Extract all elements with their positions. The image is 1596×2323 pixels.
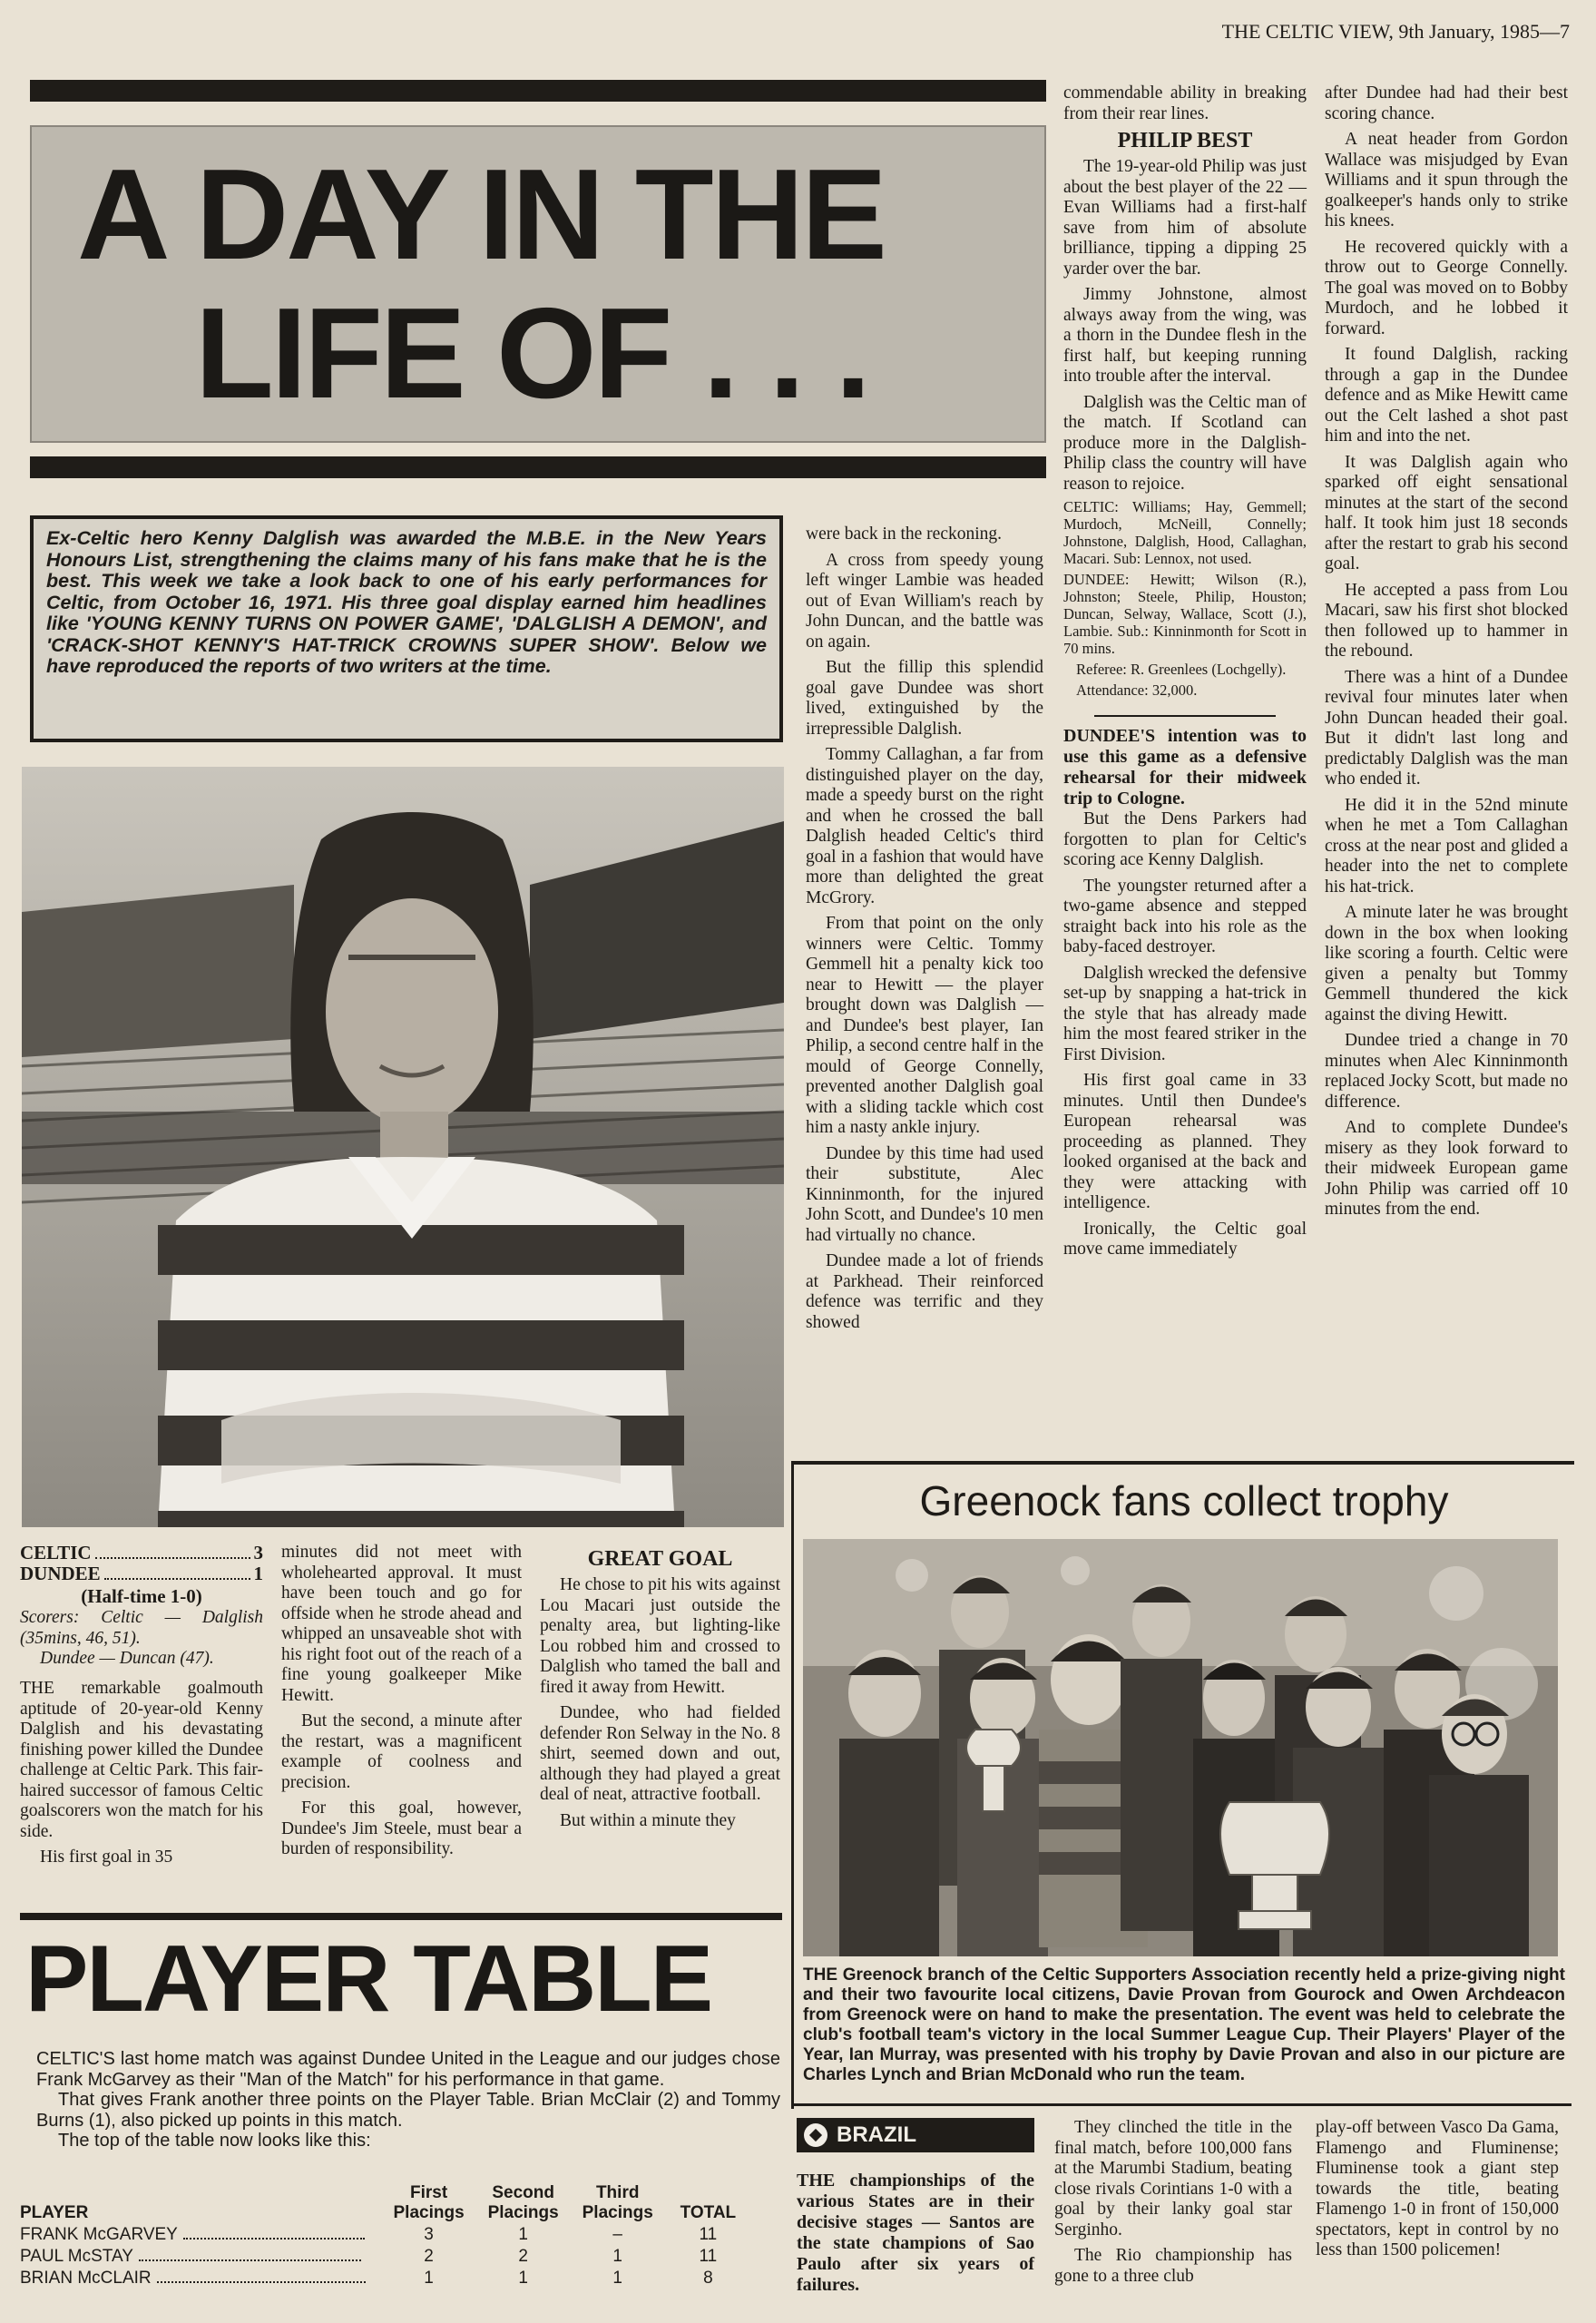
report2-col6-para: Dundee tried a change in 70 minutes when Alec Kinninmonth replaced Jocky Scott, but made no difference. (1325, 1031, 1568, 1112)
headline-bottom-rule (30, 456, 1046, 478)
score-halftime: (Half-time 1-0) (81, 1585, 202, 1607)
report1-col5-para: The 19-year-old Philip was just about the best player of the 22 — Evan Williams had a first-half save from him of absolute brilliance, tipping a dipping 25 yarder over the bar. (1063, 157, 1307, 279)
report2-col6-para: There was a hint of a Dundee revival four minutes later when John Duncan headed their goal. But it didn't last long and predictably Dalglish was the man who ended it. (1325, 667, 1568, 789)
report1-col1-para: THE remarkable goalmouth aptitude of 20-year-old Kenny Dalglish and his devastating finishing power killed the Dundee challenge at Celtic Park. This fair-haired successor of famous Celtic goalscorers won the match for his side. (20, 1679, 263, 1841)
row-player: BRIAN McCLAIR (16, 2268, 382, 2289)
brazil-col3-para: play-off between Vasco Da Gama, Flamengo and Fluminense; Fluminense took a giant step towards the title, beating Flamengo 1-0 in front of 150,000 spectators, kept in control by no less than 1500 policemen! (1316, 2118, 1559, 2259)
brazil-lead: THE championships of the various States are in their decisive stages — Santos are the state champions of Sao Paulo after six years of failures. (797, 2171, 1034, 2295)
report1-col4-para: Tommy Callaghan, a far from distinguished player on the day, made a speedy burst on the right and when he crossed the ball Dalglish headed Celtic's third goal in a fashion that would have more than delighted the great McGrory. (806, 745, 1043, 907)
report2-col5-para: Ironically, the Celtic goal move came immediately (1063, 1219, 1307, 1259)
row-first: 3 (424, 2225, 434, 2244)
headline-line1: A DAY IN THE (77, 142, 885, 287)
report2-col6-para: after Dundee had had their best scoring chance. (1325, 83, 1568, 123)
report1-col4-para: But the fillip this splendid goal gave Dundee was short lived, extinguished by the irrepressible Dalglish. (806, 658, 1043, 739)
report1-col5-para: Dalglish was the Celtic man of the match. If Scotland can produce more in the Dalglish-Philip class the country will have reason to rejoice. (1063, 392, 1307, 494)
report1-col4 (806, 524, 1043, 1333)
player-table-header-row (16, 2182, 751, 2224)
player-table-para: CELTIC'S last home match was against Dundee United in the League and our judges chose Frank McGarvey as their "Man of the Match" for his performance in that game. (36, 2049, 780, 2090)
great-goal-subhead: GREAT GOAL (587, 1547, 733, 1571)
player-table-para: The top of the table now looks like this: (58, 2131, 371, 2151)
intro-text: Ex-Celtic hero Kenny Dalglish was awarded the M.B.E. in the New Years Honours List, strengthening the claims many of his fans make that he is the best. This week we take a look back to one of his early performances for Celtic, from October 16, 1971. His three goal display earned him headlines like 'YOUNG KENNY TURNS ON POWER GAME', 'DALGLISH A DEMON', and 'CRACK-SHOT KENNY'S HAT-TRICK CROWNS SUPER SHOW'. Below we have reproduced the reports of two writers at the time. (46, 527, 767, 677)
report1-col4-para: Dundee made a lot of friends at Parkhead. Their reinforced defence was terrific and they showed (806, 1251, 1043, 1332)
greenock-photo (803, 1539, 1558, 1956)
report1-col4-para: From that point on the only winners were Celtic. Tommy Gemmell hit a penalty kick too near to Hewitt — the player brought down was Dalglish — and Dundee's best player, Ian Philip, a second centre half in the mould of George Connelly, prevented another Dalglish goal with a sliding tackle which cost him a nasty ankle injury. (806, 914, 1043, 1137)
player-table (16, 2182, 751, 2289)
headline-line2: LIFE OF . . . (195, 281, 868, 426)
attendance: Attendance: 32,000. (1076, 681, 1198, 699)
brazil-label: BRAZIL (837, 2122, 916, 2147)
header-player: PLAYER (20, 2203, 89, 2222)
report1-col3 (540, 1543, 780, 1831)
row-player: PAUL McSTAY (16, 2246, 382, 2268)
brazil-label-bar (797, 2118, 1034, 2152)
report1-col3-para: Dundee, who had fielded defender Ron Selway in the No. 8 shirt, seemed down and out, although they had played a great deal of neat, attractive football. (540, 1703, 780, 1804)
score-scorers-celtic: Scorers: Celtic — Dalglish (35mins, 46, 51). (20, 1608, 263, 1648)
score-block (20, 1543, 263, 1670)
row-third: – (612, 2225, 622, 2244)
report2-col6-para: And to complete Dundee's misery as they look forward to their midweek European game John Philip was carried off 10 minutes from the end. (1325, 1118, 1568, 1219)
brazil-col1 (797, 2171, 1034, 2296)
report1-col3-para: He chose to pit his wits against Lou Macari just outside the penalty area, but lighting-like Lou robbed him and crossed to Dalglish who tamed the ball and fired it away from Hewitt. (540, 1575, 780, 1697)
report1-col4-para: were back in the reckoning. (806, 524, 1003, 544)
row-first: 1 (424, 2269, 434, 2288)
report1-col3-para: But within a minute they (560, 1810, 736, 1830)
row-total: 11 (699, 2247, 718, 2266)
report1-col1 (20, 1679, 263, 1868)
row-second: 2 (518, 2247, 528, 2266)
header-total: TOTAL (680, 2203, 737, 2222)
greenock-photo-graphic (803, 1539, 1558, 1956)
headline-block (30, 125, 1046, 443)
philip-best-subhead: PHILIP BEST (1117, 129, 1253, 152)
report1-col2-para: But the second, a minute after the restart, was a magnificent example of coolness and precision. (281, 1711, 522, 1792)
row-player: FRANK McGARVEY (16, 2224, 382, 2246)
brazil-col2-para: They clinched the title in the final match, before 100,000 fans at the Marumbi Stadium, beating close rivals Corintians 1-0 with a goal by their lanky goal star Serginho. (1054, 2118, 1292, 2240)
report1-col2-para: minutes did not meet with wholehearted approval. It must have been touch and go for offside when he strode ahead and whipped an unsaveable shot with his right foot out of the reach of a fine young goalkeeper Mike Hewitt. (281, 1543, 522, 1705)
dalglish-photo (22, 767, 784, 1527)
lineup-dundee: DUNDEE: Hewitt; Wilson (R.), Johnston; Steele, Philip, Houston; Duncan, Selway, Wallace, Scott (J.), Lambie. Sub.: Kinninmonth for Scott in 70 mins. (1063, 571, 1307, 657)
report2-col6-para: It found Dalglish, racking through a gap in the Dundee defence and as Mike Hewitt came out the Celt lashed a shot past him and into the net. (1325, 345, 1568, 446)
report2-col5-para: His first goal came in 33 minutes. Until then Dundee's European rehearsal was proceeding as planned. They looked organised at the back and they were attacking with intelligence. (1063, 1071, 1307, 1212)
table-row (16, 2246, 751, 2268)
score-away-row (20, 1563, 263, 1584)
row-first: 2 (424, 2247, 434, 2266)
report2-col5-para: But the Dens Parkers had forgotten to plan for Celtic's scoring ace Kenny Dalglish. (1063, 809, 1307, 869)
player-table-top-rule (20, 1913, 782, 1920)
report1-col2 (281, 1543, 522, 1860)
report2-col6-para: It was Dalglish again who sparked off eight sensational minutes at the start of the second half. It took him just 18 seconds after the restart to grab his second goal. (1325, 452, 1568, 573)
report2-col5-para: The youngster returned after a two-game absence and stepped straight back into his role as the baby-faced destroyer. (1063, 876, 1307, 956)
row-third: 1 (612, 2247, 622, 2266)
score-scorers-dundee: Dundee — Duncan (47). (40, 1649, 214, 1668)
score-home-row (20, 1543, 263, 1563)
intro-box (30, 515, 783, 742)
report2-col6-para: A minute later he was brought down in the box when looking like scoring a fourth. Celtic were given a penalty but Tommy Gemmell thundered the kick against the diving Hewitt. (1325, 903, 1568, 1024)
player-table-para: That gives Frank another three points on the Player Table. Brian McClair (2) and Tommy Burns (1), also picked up points in this match. (36, 2090, 780, 2131)
report2-col6-para: He accepted a pass from Lou Macari, saw his first shot blocked then followed up to hammer in the rebound. (1325, 580, 1568, 661)
row-second: 1 (518, 2269, 528, 2288)
report2-col5-para: Dalglish wrecked the defensive set-up by snapping a hat-trick in the style that has already made him the most feared striker in the First Division. (1063, 963, 1307, 1064)
row-total: 11 (699, 2225, 718, 2244)
brazil-col2 (1054, 2118, 1292, 2287)
report2-col6-para: A neat header from Gordon Wallace was misjudged by Evan Williams and it spun through the goalkeeper's hands only to strike his knees. (1325, 130, 1568, 230)
report2-lead: DUNDEE'S intention was to use this game as a defensive rehearsal for their midweek trip to Cologne. (1063, 726, 1307, 809)
row-third: 1 (612, 2269, 622, 2288)
report1-col5-para: commendable ability in breaking from their rear lines. (1063, 83, 1307, 123)
report-col5 (1063, 83, 1307, 1260)
report2-col6-para: He did it in the 52nd minute when he met a Tom Callaghan cross at the near post and glided a header into the net to complete his hat-trick. (1325, 795, 1568, 897)
table-row (16, 2224, 751, 2246)
table-row (16, 2268, 751, 2289)
headline-top-rule (30, 80, 1046, 102)
greenock-panel (791, 1461, 1574, 2109)
report1-col1-para: His first goal in 35 (40, 1848, 173, 1867)
greenock-title: Greenock fans collect trophy (919, 1477, 1449, 1524)
score-away-team: DUNDEE (20, 1563, 101, 1584)
report1-col2-para: For this goal, however, Dundee's Jim Steele, must bear a burden of responsibility. (281, 1799, 522, 1858)
brazil-col2-para: The Rio championship has gone to a three club (1054, 2246, 1292, 2286)
score-home-team: CELTIC (20, 1542, 92, 1563)
report1-col4-para: A cross from speedy young left winger Lambie was headed out of Evan William's reach by John Duncan, and the battle was on again. (806, 550, 1043, 652)
masthead: THE CELTIC VIEW, 9th January, 1985—7 (1221, 20, 1570, 43)
lineup-celtic: CELTIC: Williams; Hay, Gemmell; Murdoch, McNeill, Connelly; Johnstone, Dalglish, Hood, Callaghan, Macari. Sub: Lennox, not used. (1063, 498, 1307, 567)
greenock-caption: THE Greenock branch of the Celtic Supporters Association recently held a prize-giving night and their two favourite local citizens, Davie Provan from Gourock and Owen Archdeacon from Greenock were on hand to make the presentation. The event was held to celebrate the club's football team's victory in the local Summer League Cup. Their Players' Player of the Year, Ian Murray, was presented with his trophy by Davie Provan and also in our picture are Charles Lynch and Brian McDonald who run the team. (803, 1965, 1565, 2084)
referee: Referee: R. Greenlees (Lochgelly). (1076, 661, 1287, 678)
row-total: 8 (703, 2269, 713, 2288)
score-away-goals: 1 (253, 1563, 263, 1584)
dalglish-photo-graphic (22, 767, 784, 1527)
brazil-col3 (1316, 2118, 1559, 2261)
brazil-top-rule (791, 2103, 1572, 2106)
player-table-title: PLAYER TABLE (25, 1926, 712, 2032)
player-table-intro (36, 2049, 780, 2151)
row-second: 1 (518, 2225, 528, 2244)
report2-col6 (1325, 83, 1568, 1220)
football-icon (804, 2123, 827, 2147)
header-first: First Placings (393, 2183, 465, 2222)
report1-col4-para: Dundee by this time had used their substitute, Alec Kinninmonth, for the injured John Scott, and Dundee's 10 men had virtually no chance. (806, 1143, 1043, 1245)
header-second: Second Placings (487, 2183, 559, 2222)
report1-col5-para: Jimmy Johnstone, almost always away from the wing, was a thorn in the Dundee flesh in the first half, but keeping running into trouble after the interval. (1063, 285, 1307, 386)
score-home-goals: 3 (253, 1542, 263, 1563)
header-third: Third Placings (582, 2183, 653, 2222)
report-divider (1094, 715, 1276, 717)
report2-col6-para: He recovered quickly with a throw out to George Connelly. The goal was moved on to Bobby Murdoch, and he lobbed it forward. (1325, 237, 1568, 338)
